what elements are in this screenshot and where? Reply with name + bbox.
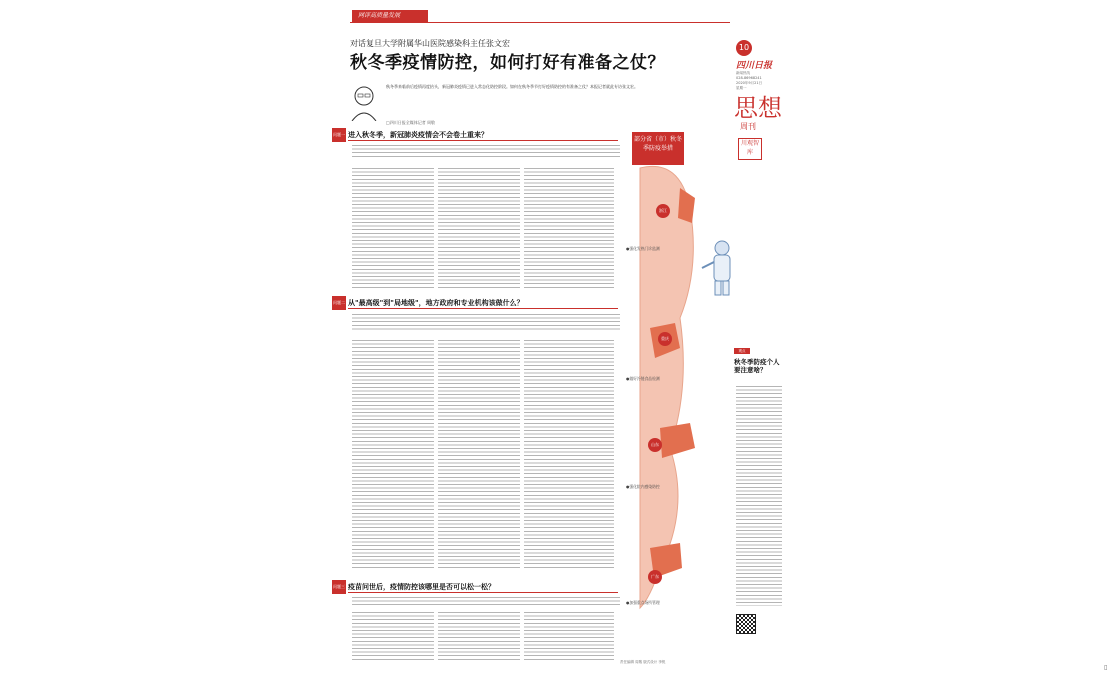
page-number: 10 [736, 40, 752, 56]
map-header: 部分省（市）秋冬季防疫举措 [632, 132, 684, 165]
question-title: 疫苗问世后，疫情防控该哪里是否可以松一松？ [348, 583, 495, 591]
banner-rule [350, 22, 730, 23]
lead-paragraph: 秋冬季来临前后疫情再度抬头，新冠肺炎疫情已进入常态化防控阶段。如何在秋冬季节打好疫情防控的有准备之仗？本报记者就此专访张文宏。 [386, 84, 638, 89]
health-worker-illustration [700, 238, 740, 298]
measure-item: ●做好冷链食品检测 [626, 376, 660, 381]
question-rule [348, 140, 618, 141]
body-column [524, 340, 614, 570]
body-column [438, 340, 520, 570]
page-corner-mark: ▯ [1104, 664, 1108, 671]
body-column [524, 168, 614, 288]
body-column [524, 612, 614, 660]
newspaper-page [330, 8, 784, 664]
stamp: 川观智库 [738, 138, 762, 160]
body-column [438, 168, 520, 288]
column-tag: 观点 [734, 348, 750, 354]
right-column-text [736, 386, 782, 606]
body-column [438, 612, 520, 660]
page-footer: 责任编辑 周敬 版式设计 李锐 [620, 660, 666, 664]
question-title: 从"最高级"到"局地级"，地方政府和专业机构该做什么？ [348, 299, 524, 307]
meta-line: 星期一 [736, 86, 747, 90]
summary-text [352, 314, 620, 332]
meta-line: 028-86968241 [736, 76, 762, 80]
masthead [728, 32, 784, 160]
section-banner: 网评高质量发展 [352, 10, 428, 22]
paper-name: 四川日报 [736, 61, 773, 71]
right-column [734, 348, 784, 374]
question-rule [348, 592, 618, 593]
weekly-label: 周刊 [740, 122, 756, 131]
measure-item: ●强化院内感染防控 [626, 484, 660, 489]
body-column [352, 168, 434, 288]
measure-item: ●强化发热门诊监测 [626, 246, 660, 251]
body-column [352, 340, 434, 570]
headline: 秋冬季疫情防控，如何打好有准备之仗？ [350, 53, 665, 73]
province-badge: 山东 [648, 438, 662, 452]
province-badge: 浙江 [656, 204, 670, 218]
byline: □四川日报全媒体记者 周敬 [386, 120, 436, 125]
qr-code [736, 614, 756, 634]
china-map-infographic [620, 128, 720, 618]
summary-text [352, 145, 620, 157]
meta-line: 新闻热线 [736, 71, 750, 75]
question-marker: 问题一 [332, 128, 346, 142]
province-badge: 广东 [648, 570, 662, 584]
measure-item: ●加强重点场所管理 [626, 600, 660, 605]
province-badge: 重庆 [658, 332, 672, 346]
question-rule [348, 308, 618, 309]
column-name: 思想 [734, 94, 782, 122]
summary-text [352, 597, 620, 607]
column-title: 秋冬季防疫个人要注意啥？ [734, 358, 780, 374]
meta-line: 2020年9月21日 [736, 81, 763, 85]
question-marker: 问题二 [332, 296, 346, 310]
body-column [352, 612, 434, 660]
question-marker: 问题三 [332, 580, 346, 594]
portrait-sketch [348, 83, 380, 121]
question-title: 进入秋冬季，新冠肺炎疫情会不会卷土重来？ [348, 131, 488, 139]
kicker: 对话复旦大学附属华山医院感染科主任张文宏 [350, 39, 510, 48]
